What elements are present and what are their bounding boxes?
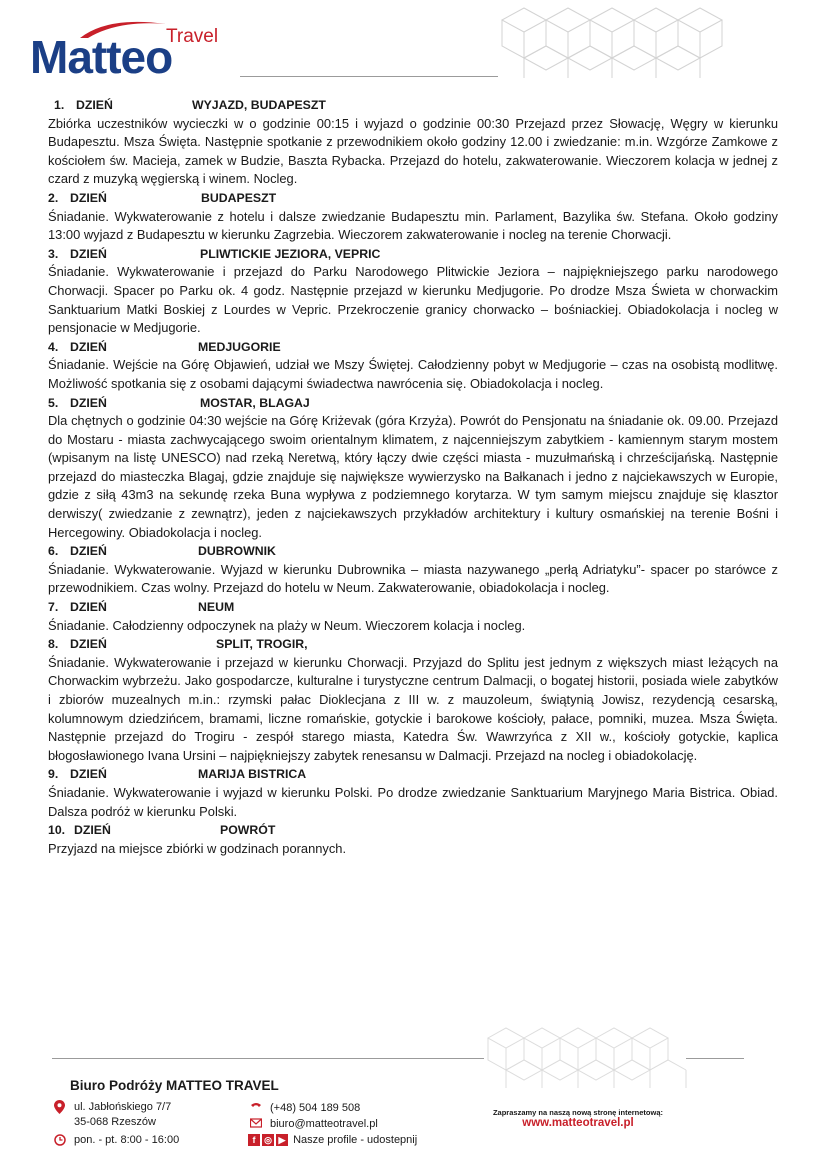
day-description: Śniadanie. Wejście na Górę Objawień, udział we Mszy Świętej. Całodzienny pobyt w Medjugorie – czas na osobistą modlitwę. Możliwość spotkania się z osobami dającymi świadectwa nawrócenia się. Obiadokolacja i nocleg.	[48, 357, 778, 391]
day-heading	[48, 635, 778, 654]
social-profiles-label: Nasze profile - udostepnij	[293, 1134, 418, 1146]
day-title: WYJAZD, BUDAPESZT	[192, 98, 326, 112]
website-promo-text: Zapraszamy na naszą nową stronę internetową:	[492, 1108, 664, 1117]
company-name: Biuro Podróży MATTEO TRAVEL	[70, 1078, 279, 1093]
day-number: 10.	[48, 823, 66, 838]
day-heading	[48, 394, 778, 413]
header-divider	[240, 76, 498, 77]
day-description: Śniadanie. Wykwaterowanie i przejazd w kierunku Chorwacji. Przyjazd do Splitu jest jednym z większych miast leżących na Chorwackim wybrzeżu. Jako gospodarcze, kulturalne i turystyczne centrum Dalmacji, o bogatej historii, posiada wiele zabytków i zbiorów muzealnych m.in.: rzymski pałac Dioklecjana z III w. z mauzoleum, świątynią Jowisz, rezydencją cesarską, kolumnowym dziedzińcem, bramami, liczne romańskie, gotyckie i barokowe kościoły, pałace, pomniki, muzea. Msza Święta. Następnie przejazd do Trogiru - zespół starego miasta, Katedra Św. Wawrzyńca z XII w., kościoły gotyckie, kaplica błogosławionego Ivana Ursini – najpiękniejszy zabytek renesansu w Dalmacji. Przejazd na nocleg i obiadokolację.	[48, 654, 778, 763]
matteo-travel-logo[interactable]	[30, 18, 230, 83]
day-title: DUBROWNIK	[198, 544, 276, 559]
day-title: SPLIT, TROGIR,	[216, 637, 308, 652]
day-description: Przyjazd na miejsce zbiórki w godzinach porannych.	[48, 840, 347, 856]
day-number: 9.	[48, 767, 59, 782]
youtube-icon[interactable]: ▶	[276, 1134, 288, 1146]
day-description: Śniadanie. Wykwaterowanie. Wyjazd w kierunku Dubrownika – miasta nazywanego „perłą Adriatyku”- spacer po starówce z przewodnikiem. Czas wolny. Przejazd do hotelu w Neum. Zakwaterowanie, obiadokolacja i nocleg.	[48, 561, 778, 596]
day-heading	[48, 765, 778, 784]
day-title: MARIJA BISTRICA	[198, 767, 307, 782]
day-heading	[48, 598, 778, 617]
day-description: Śniadanie. Wykwaterowanie i przejazd do Parku Narodowego Plitwickie Jeziora – najpiękniejszego parku narodowego Chorwacji. Spacer po Parku ok. 4 godz. Następnie przejazd w kierunku Medjugorie. Po drodze Msza Świeta w chorwackim Sanktuarium Matki Boskiej z Lourdes w Vepric. Przekroczenie granicy chorwacko – bośniackiej. Obiadokolacja i nocleg w pensjonacie w Medjugorie.	[48, 264, 778, 336]
day-number: 4.	[48, 339, 59, 354]
day-heading	[48, 821, 778, 840]
day-number: 6.	[48, 544, 59, 559]
day-heading	[48, 542, 778, 561]
day-number: 3.	[48, 246, 59, 261]
day-number: 2.	[48, 190, 59, 205]
day-description: Śniadanie. Całodzienny odpoczynek na plaży w Neum. Wieczorem kolacja i nocleg.	[48, 617, 526, 633]
address-city: 35-068 Rzeszów	[74, 1116, 156, 1128]
day-label: DZIEŃ	[70, 637, 107, 652]
logo-subtitle: Travel	[166, 26, 219, 47]
page-header	[0, 0, 826, 92]
day-label: DZIEŃ	[70, 544, 107, 559]
decorative-cubes-pattern	[492, 0, 752, 92]
day-title: POWRÓT	[220, 823, 276, 838]
day-label: DZIEŃ	[70, 339, 107, 354]
email-address[interactable]: biuro@matteotravel.pl	[270, 1118, 378, 1130]
website-promo	[478, 1108, 678, 1129]
website-link[interactable]: www.matteotravel.pl	[522, 1117, 634, 1129]
email-icon	[250, 1117, 262, 1132]
day-heading	[48, 189, 778, 208]
day-title: MEDJUGORIE	[198, 339, 281, 354]
day-number: 8.	[48, 637, 59, 652]
day-description: Śniadanie. Wykwaterowanie z hotelu i dalsze zwiedzanie Budapesztu min. Parlament, Bazylika św. Stefana. Około godziny 13:00 wyjazd z Budapesztu w kierunku Zagrzebia. Wieczorem zakwaterowanie i nocleg na terenie Chorwacji.	[48, 208, 778, 243]
facebook-icon[interactable]: f	[248, 1134, 260, 1146]
day-label: DZIEŃ	[70, 600, 107, 615]
day-label: DZIEŃ	[76, 98, 113, 112]
day-number: 5.	[48, 395, 59, 410]
day-description: Dla chętnych o godzinie 04:30 wejście na Górę Kriżevak (góra Krzyża). Powrót do Pensjonatu na śniadanie ok. 09.00. Przejazd do Mostaru - miasta zachwycającego swoim orientalnym klimatem, z najcenniejszym zabytkiem - kamiennym starym mostem (wpisanym na listę UNESCO) nad rzeką Neretwą, który łączy dwie części miasta - muzułmańską i chrześcijańską. Następnie przejazd do miasteczka Blagaj, gdzie znajduje się największe wywierzysko na Bałkanach i jedno z najciekawszych w Europie, gdzie z siłą 43m3 na sekundę rzeka Buna wypływa z podziemnego korytarza. W tym samym miejscu znajduje się klasztor derwiszy( zwiedzanie z zewnątrz), jeden z najciekawszych przykładów architektury i kultury osmańskiej na terenie Bośni i Hercegowiny. Obiadokolacja i nocleg.	[48, 413, 778, 540]
day-title: NEUM	[198, 600, 235, 615]
day-title: PLIWTICKIE JEZIORA, VEPRIC	[200, 246, 381, 261]
day-heading	[48, 338, 778, 357]
day-title: MOSTAR, BLAGAJ	[200, 395, 310, 410]
day-label: DZIEŃ	[70, 767, 107, 782]
phone-icon	[250, 1101, 262, 1115]
day-number: 7.	[48, 600, 59, 615]
instagram-icon[interactable]: ◎	[262, 1134, 274, 1146]
day-label: DZIEŃ	[70, 190, 107, 205]
page-footer	[0, 1040, 826, 1169]
day-heading	[48, 96, 778, 115]
day-description: Zbiórka uczestników wycieczki w o godzinie 00:15 i wyjazd o godzinie 00:30 Przejazd przez Słowację, Węgry w kierunku Budapesztu. Msza Święta. Następnie spotkanie z przewodnikiem około godziny 12.00 i zwiedzanie: m.in. Wzgórze Zamkowe z kościołem św. Macieja, zamek w Budzie, Baszta Rybacka. Przejazd do hotelu, zakwaterowanie. Wieczorem kolacja w jednej z czard z muzyką węgierską i winem. Nocleg.	[48, 115, 778, 187]
logo-wordmark: Matteo	[30, 31, 173, 83]
day-title: BUDAPESZT	[201, 190, 277, 205]
day-label: DZIEŃ	[70, 246, 107, 261]
day-description: Śniadanie. Wykwaterowanie i wyjazd w kierunku Polski. Po drodze zwiedzanie Sanktuarium Maryjnego Maria Bistrica. Obiad. Dalsza podróż w kierunku Polski.	[48, 784, 778, 819]
decorative-cubes-pattern	[478, 1020, 688, 1110]
address-street: ul. Jabłońskiego 7/7	[74, 1101, 172, 1113]
clock-icon	[54, 1134, 66, 1149]
day-label: DZIEŃ	[74, 823, 111, 838]
day-heading	[48, 245, 778, 264]
social-profiles	[248, 1133, 417, 1147]
footer-divider-right	[686, 1058, 744, 1059]
day-label: DZIEŃ	[70, 395, 107, 410]
phone-number[interactable]: (+48) 504 189 508	[270, 1102, 361, 1114]
footer-divider-left	[52, 1058, 484, 1059]
itinerary	[48, 96, 778, 858]
day-number: 1.	[54, 98, 65, 112]
location-pin-icon	[54, 1100, 65, 1117]
opening-hours: pon. - pt. 8:00 - 16:00	[74, 1134, 180, 1146]
